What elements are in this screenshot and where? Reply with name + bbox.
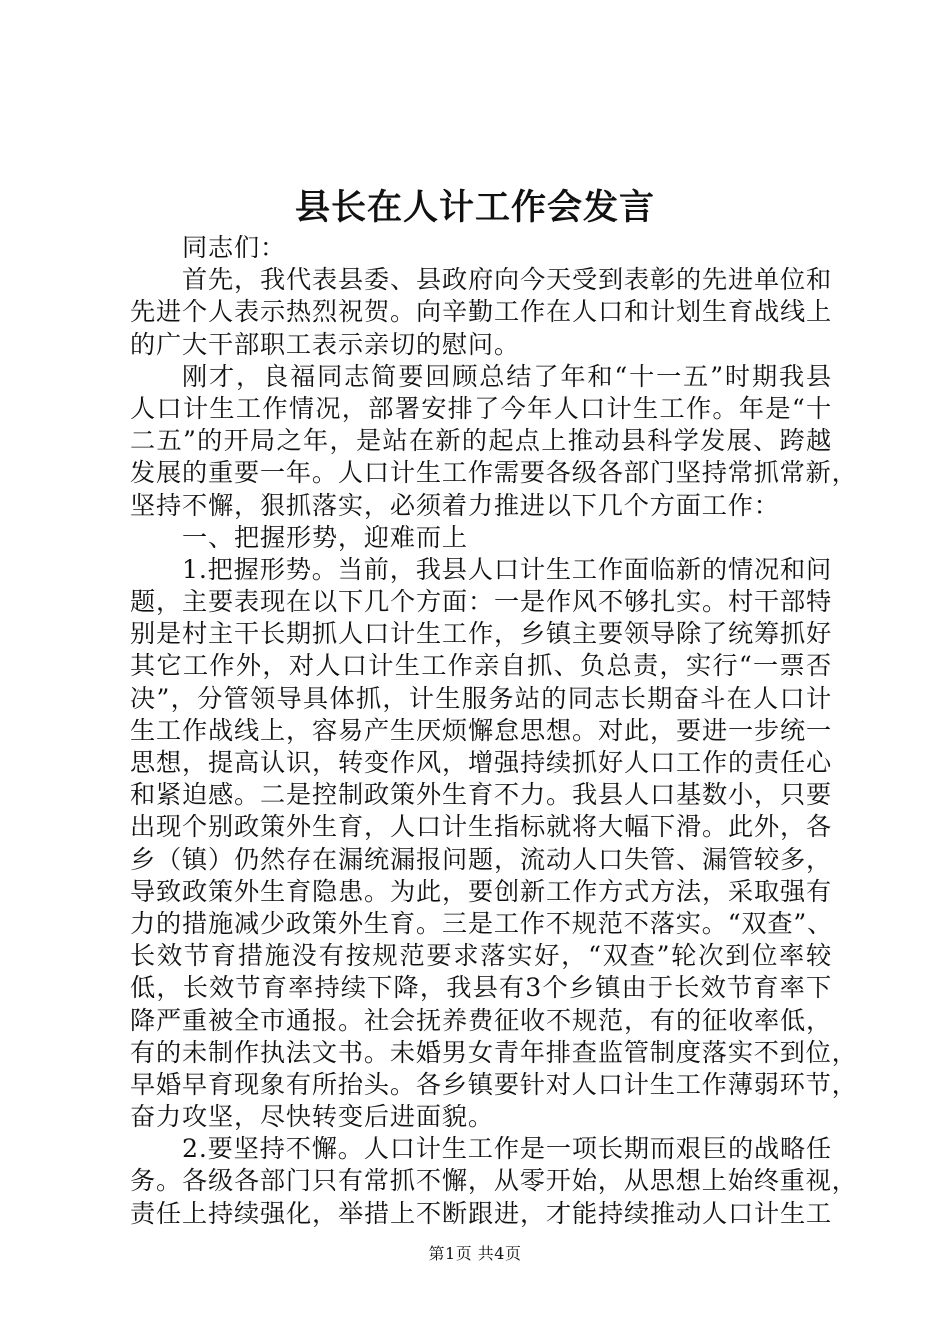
text-line: 同志们：	[182, 233, 286, 262]
text-line: 责任上持续强化，举措上不断跟进，才能持续推动人口计生工	[130, 1198, 832, 1228]
text-line: 降严重被全市通报。社会抚养费征收不规范，有的征收率低，	[130, 1005, 832, 1035]
text-line: 生工作战线上，容易产生厌烦懈怠思想。对此，要进一步统一	[130, 715, 832, 745]
text-line: 刚才，良福同志简要回顾总结了年和“十一五”时期我县	[182, 361, 832, 391]
text-line: 首先，我代表县委、县政府向今天受到表彰的先进单位和	[182, 265, 832, 295]
text-line: 思想，提高认识，转变作风，增强持续抓好人口工作的责任心	[130, 748, 832, 777]
text-line: 乡（镇）仍然存在漏统漏报问题，流动人口失管、漏管较多，	[130, 844, 832, 874]
text-line: 奋力攻坚，尽快转变后进面貌。	[130, 1102, 494, 1132]
text-line: 人口计生工作情况，部署安排了今年人口计生工作。年是“十	[130, 393, 832, 423]
text-line: 其它工作外，对人口计生工作亲自抓、负总责，实行“一票否	[130, 651, 832, 681]
text-line: 长效节育措施没有按规范要求落实好，“双查”轮次到位率较	[130, 941, 832, 971]
document-title: 县长在人计工作会发言	[294, 187, 655, 228]
section-heading: 一、把握形势，迎难而上	[182, 522, 468, 552]
text-line: 2.要坚持不懈。人口计生工作是一项长期而艰巨的战略任	[182, 1134, 832, 1164]
text-line: 早婚早育现象有所抬头。各乡镇要针对人口计生工作薄弱环节，	[130, 1069, 858, 1099]
text-line: 先进个人表示热烈祝贺。向辛勤工作在人口和计划生育战线上	[130, 297, 832, 327]
text-line: 二五”的开局之年，是站在新的起点上推动县科学发展、跨越	[130, 426, 832, 456]
text-line: 务。各级各部门只有常抓不懈，从零开始，从思想上始终重视，	[130, 1166, 858, 1196]
text-line: 导致政策外生育隐患。为此，要创新工作方式方法，采取强有	[130, 876, 832, 906]
text-line: 发展的重要一年。人口计生工作需要各级各部门坚持常抓常新，	[130, 458, 858, 488]
text-line: 力的措施减少政策外生育。三是工作不规范不落实。“双查”、	[130, 908, 834, 938]
text-line: 低，长效节育率持续下降，我县有3个乡镇由于长效节育率下	[130, 973, 832, 1003]
text-line: 和紧迫感。二是控制政策外生育不力。我县人口基数小，只要	[130, 780, 832, 810]
document-body	[130, 232, 858, 1230]
text-line: 出现个别政策外生育，人口计生指标就将大幅下滑。此外，各	[130, 812, 832, 842]
text-line: 题，主要表现在以下几个方面：一是作风不够扎实。村干部特	[130, 587, 832, 617]
text-line: 决”，分管领导具体抓，计生服务站的同志长期奋斗在人口计	[130, 683, 832, 713]
text-line: 有的未制作执法文书。未婚男女青年排查监管制度落实不到位，	[130, 1037, 858, 1067]
text-line: 1.把握形势。当前，我县人口计生工作面临新的情况和问	[182, 554, 832, 584]
text-line: 别是村主干长期抓人口计生工作，乡镇主要领导除了统筹抓好	[130, 619, 832, 649]
text-line: 的广大干部职工表示亲切的慰问。	[130, 329, 520, 359]
text-line: 坚持不懈，狠抓落实，必须着力推进以下几个方面工作：	[130, 490, 780, 520]
page-footer: 第1页 共4页	[428, 1244, 522, 1263]
